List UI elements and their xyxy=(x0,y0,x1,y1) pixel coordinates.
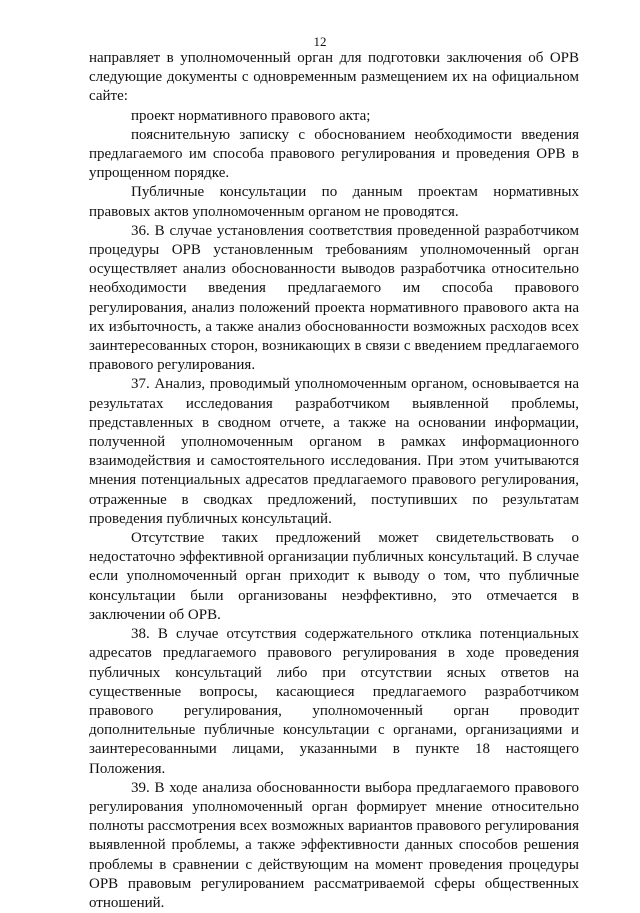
page-number: 12 xyxy=(313,34,327,49)
paragraph-absence-of-proposals: Отсутствие таких предложений может свидетельствовать о недостаточно эффективной организации публичных консультаций. В случае если уполномоченный орган приходит к выводу о том, что публичные консультации были организованы неэффективно, это отмечается в заключении об ОРВ. xyxy=(89,530,579,623)
paragraph-39: 39. В ходе анализа обоснованности выбора предлагаемого правового регулирования уполномоченный орган формирует мнение относительно полноты рассмотрения всех возможных вариантов правового регулирования выявленной проблемы, а также эффективности данных способов решения проблемы в сравнении с действующим на момент проведения процедуры ОРВ правовым регулированием рассматриваемой сферы общественных отношений. xyxy=(89,779,579,911)
paragraph-intro: направляет в уполномоченный орган для подготовки заключения об ОРВ следующие документы с одновременным размещением их на официальном сайте: xyxy=(89,50,579,105)
list-item-explanatory-note: пояснительную записку с обоснованием необходимости введения предлагаемого им способа правового регулирования и проведения ОРВ в упрощенном порядке. xyxy=(89,126,579,182)
paragraph-36: 36. В случае установления соответствия проведенной разработчиком процедуры ОРВ установленным требованиям уполномоченный орган осуществляет анализ обоснованности выводов разработчика относительно необходимости введения предлагаемого им способа правового регулирования, анализ положений проекта нормативного правового акта на их избыточность, а также анализ обоснованности возможных расходов всех заинтересованных сторон, возникающих в связи с введением предлагаемого правового регулирования. xyxy=(89,222,579,374)
paragraph-public-consultations: Публичные консультации по данным проектам нормативных правовых актов уполномоченным органом не проводятся. xyxy=(89,184,579,220)
paragraph-37: 37. Анализ, проводимый уполномоченным органом, основывается на результатах исследования разработчиком выявленной проблемы, представленных в сводном отчете, а также на основании информации, полученной уполномоченным органом в рамках информационного взаимодействия и самостоятельного исследования. При этом учитываются мнения потенциальных адресатов предлагаемого правового регулирования, отраженные в сводках предложений, поступивших по результатам проведения публичных консультаций. xyxy=(89,376,579,527)
paragraph-38: 38. В случае отсутствия содержательного отклика потенциальных адресатов предлагаемого правового регулирования в ходе проведения публичных консультаций либо при отсутствии ясных ответов на существенные вопросы, касающиеся предлагаемого разработчиком правового регулирования, уполномоченный орган проводит дополнительные публичные консультации с органами, организациями и заинтересованными лицами, указанными в пункте 18 настоящего Положения. xyxy=(89,626,579,777)
list-item-draft-act: проект нормативного правового акта; xyxy=(131,107,371,124)
document-body xyxy=(89,49,579,913)
